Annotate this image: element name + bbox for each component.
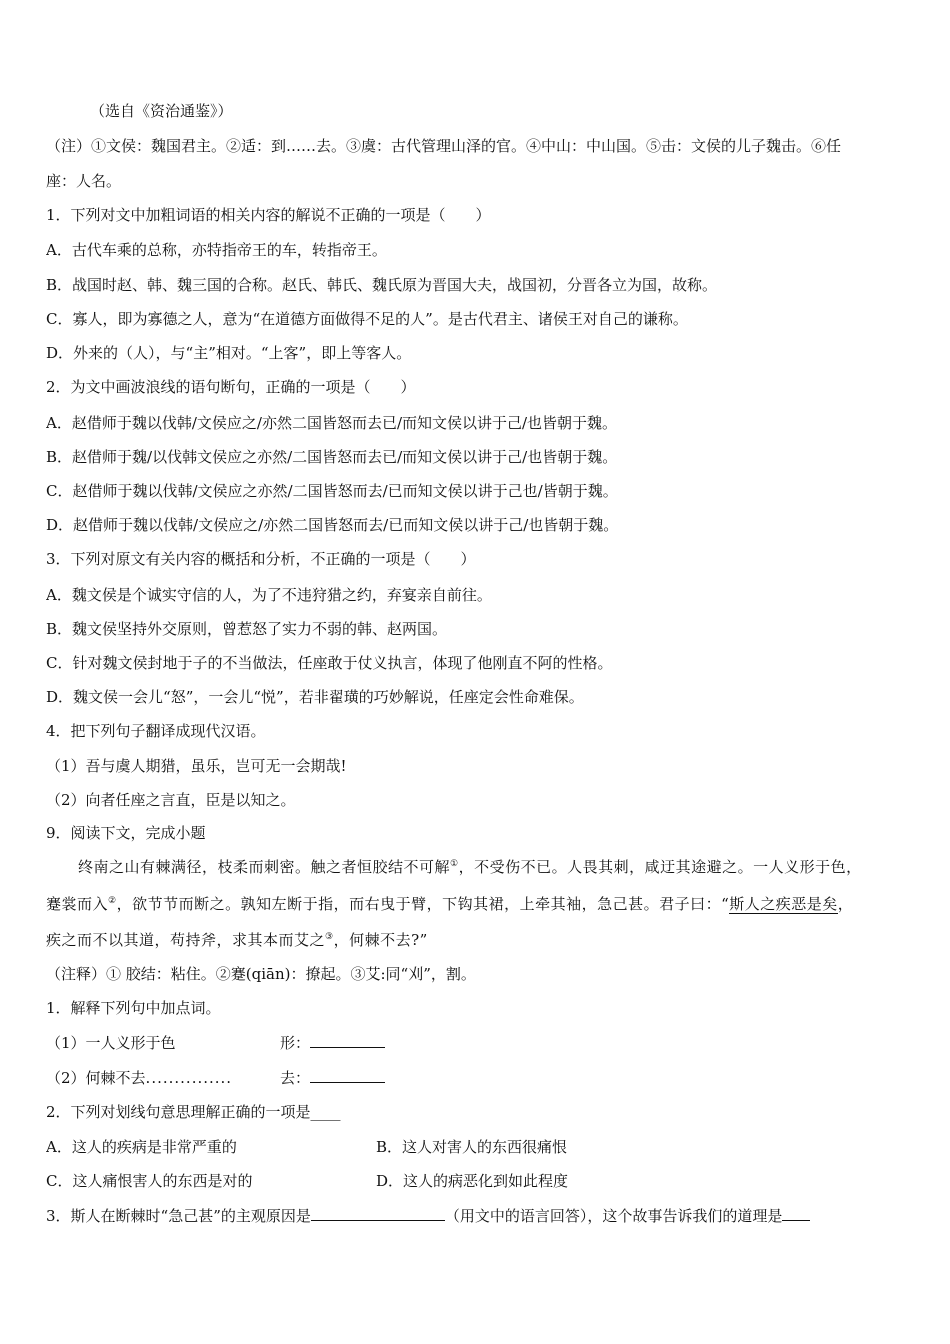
- q2-option-d: D．赵借师于魏以伐韩/文侯应之/亦然二国皆怒而去/已而知文侯以讲于己/也皆朝于魏。: [46, 516, 619, 534]
- sub1-item-1: [46, 1033, 916, 1053]
- footnote-mark: ③: [325, 932, 334, 942]
- note-line-1: （注）①文侯：魏国君主。②适：到……去。③虞：古代管理山泽的官。④中山：中山国。⑤击：文侯的儿子魏击。⑥任: [46, 137, 842, 155]
- q2-option-a: A．赵借师于魏以伐韩/文侯应之/亦然二国皆怒而去已/而知文侯以讲于己/也皆朝于魏。: [46, 414, 618, 432]
- q1-option-a: A．古代车乘的总称，亦特指帝王的车，转指帝王。: [46, 241, 387, 259]
- passage-line-1: [78, 857, 918, 877]
- answer-key-label: 去：: [280, 1069, 311, 1087]
- sub2-option-d: D．这人的病恶化到如此程度: [376, 1172, 569, 1190]
- q1-option-b: B．战国时赵、韩、魏三国的合称。赵氏、韩氏、魏氏原为晋国大夫，战国初，分晋各立为国，故称。: [46, 276, 718, 294]
- sub1-item-1-text: （1）一人义形于色: [46, 1034, 176, 1052]
- answer-blank[interactable]: [782, 1206, 810, 1221]
- emphasis-dots: ...............: [145, 1069, 233, 1087]
- footnote-mark: ②: [108, 896, 117, 906]
- q3-option-c: C．针对魏文侯封地于子的不当做法，任座敢于仗义执言，体现了他刚直不阿的性格。: [46, 654, 613, 672]
- passage-text: 蹇裳而入: [46, 895, 109, 913]
- q1-option-c: C．寡人，即为寡德之人，意为“在道德方面做得不足的人”。是古代君主、诸侯王对自己的谦称。: [46, 310, 688, 328]
- sub2-option-c: C．这人痛恨害人的东西是对的: [46, 1172, 253, 1190]
- answer-blank[interactable]: [310, 1068, 385, 1083]
- passage-text: 疾之而不以其道，苟持斧，求其本而艾之: [46, 931, 326, 949]
- sub1-item-2-text: （2）何棘不去: [46, 1069, 146, 1087]
- passage-text: ，何棘不去?”: [333, 931, 428, 949]
- answer-blank[interactable]: [311, 1206, 445, 1221]
- passage-line-3: [46, 930, 916, 950]
- sub2-option-b: B．这人对害人的东西很痛恨: [376, 1138, 568, 1156]
- sub1-stem: 1．解释下列句中加点词。: [46, 999, 221, 1017]
- q1-option-d: D．外来的（人），与“主”相对。“上客”，即上等客人。: [46, 344, 412, 362]
- underlined-sentence: 斯人之疾恶是矣: [729, 895, 838, 913]
- sub3-text-mid: （用文中的语言回答），这个故事告诉我们的道理是: [444, 1207, 783, 1225]
- q4-sentence-2: （2）向者任座之言直，臣是以知之。: [46, 791, 296, 809]
- sub1-item-1-answer: [280, 1033, 385, 1053]
- q3-stem: 3．下列对原文有关内容的概括和分析，不正确的一项是（ ）: [46, 550, 476, 568]
- passage-text: 终南之山有棘满径，枝柔而刺密。触之者恒胶结不可解: [78, 858, 451, 876]
- sub3-stem: [46, 1206, 906, 1226]
- q3-option-a: A．魏文侯是个诚实守信的人，为了不违狩猎之约，弃宴亲自前往。: [46, 586, 492, 604]
- answer-blank[interactable]: [310, 1033, 385, 1048]
- sub1-item-2-answer: [280, 1068, 385, 1088]
- source-citation: （选自《资治通鉴》）: [90, 102, 233, 120]
- passage-line-2: [46, 894, 916, 914]
- q2-option-c: C．赵借师于魏以伐韩/文侯应之亦然/二国皆怒而去/已而知文侯以讲于己也/皆朝于魏。: [46, 482, 618, 500]
- answer-key-label: 形：: [280, 1034, 311, 1052]
- q9-stem: 9．阅读下文，完成小题: [46, 824, 206, 842]
- q3-option-d: D．魏文侯一会儿“怒”，一会儿“悦”，若非翟璜的巧妙解说，任座定会性命难保。: [46, 688, 584, 706]
- sub2-option-a: A．这人的疾病是非常严重的: [46, 1138, 237, 1156]
- q2-stem: 2．为文中画波浪线的语句断句，正确的一项是（ ）: [46, 378, 416, 396]
- q1-stem: 1．下列对文中加粗词语的相关内容的解说不正确的一项是（ ）: [46, 206, 491, 224]
- passage-text: ，欲节节而断之。孰知左断于指，而右曳于臂，下钩其裙，上牵其袖，急己甚。君子曰：“: [116, 895, 730, 913]
- q4-sentence-1: （1）吾与虞人期猎，虽乐，岂可无一会期哉!: [46, 757, 347, 775]
- q2-option-b: B．赵借师于魏/以伐韩文侯应之亦然/二国皆怒而去已/而知文侯以讲于己/也皆朝于魏。: [46, 448, 618, 466]
- sub2-stem: 2．下列对划线句意思理解正确的一项是____: [46, 1103, 341, 1121]
- sub2-options-row-2: [46, 1171, 916, 1191]
- sub3-text-pre: 3．斯人在断棘时“急己甚”的主观原因是: [46, 1207, 311, 1225]
- sub2-options-row-1: [46, 1137, 916, 1157]
- footnote-mark: ①: [450, 859, 459, 869]
- q3-option-b: B．魏文侯坚持外交原则，曾惹怒了实力不弱的韩、赵两国。: [46, 620, 448, 638]
- note-line-2: 座：人名。: [46, 172, 122, 190]
- sub1-item-2: [46, 1068, 916, 1088]
- q4-stem: 4．把下列句子翻译成现代汉语。: [46, 722, 266, 740]
- passage-annotation: （注释）① 胶结：粘住。②蹇(qiān)：撩起。③艾:同“刈”，割。: [46, 965, 476, 983]
- passage-text: ，: [837, 895, 854, 913]
- passage-text: ，不受伤不已。人畏其刺，咸迂其途避之。一人义形于色，: [458, 858, 862, 876]
